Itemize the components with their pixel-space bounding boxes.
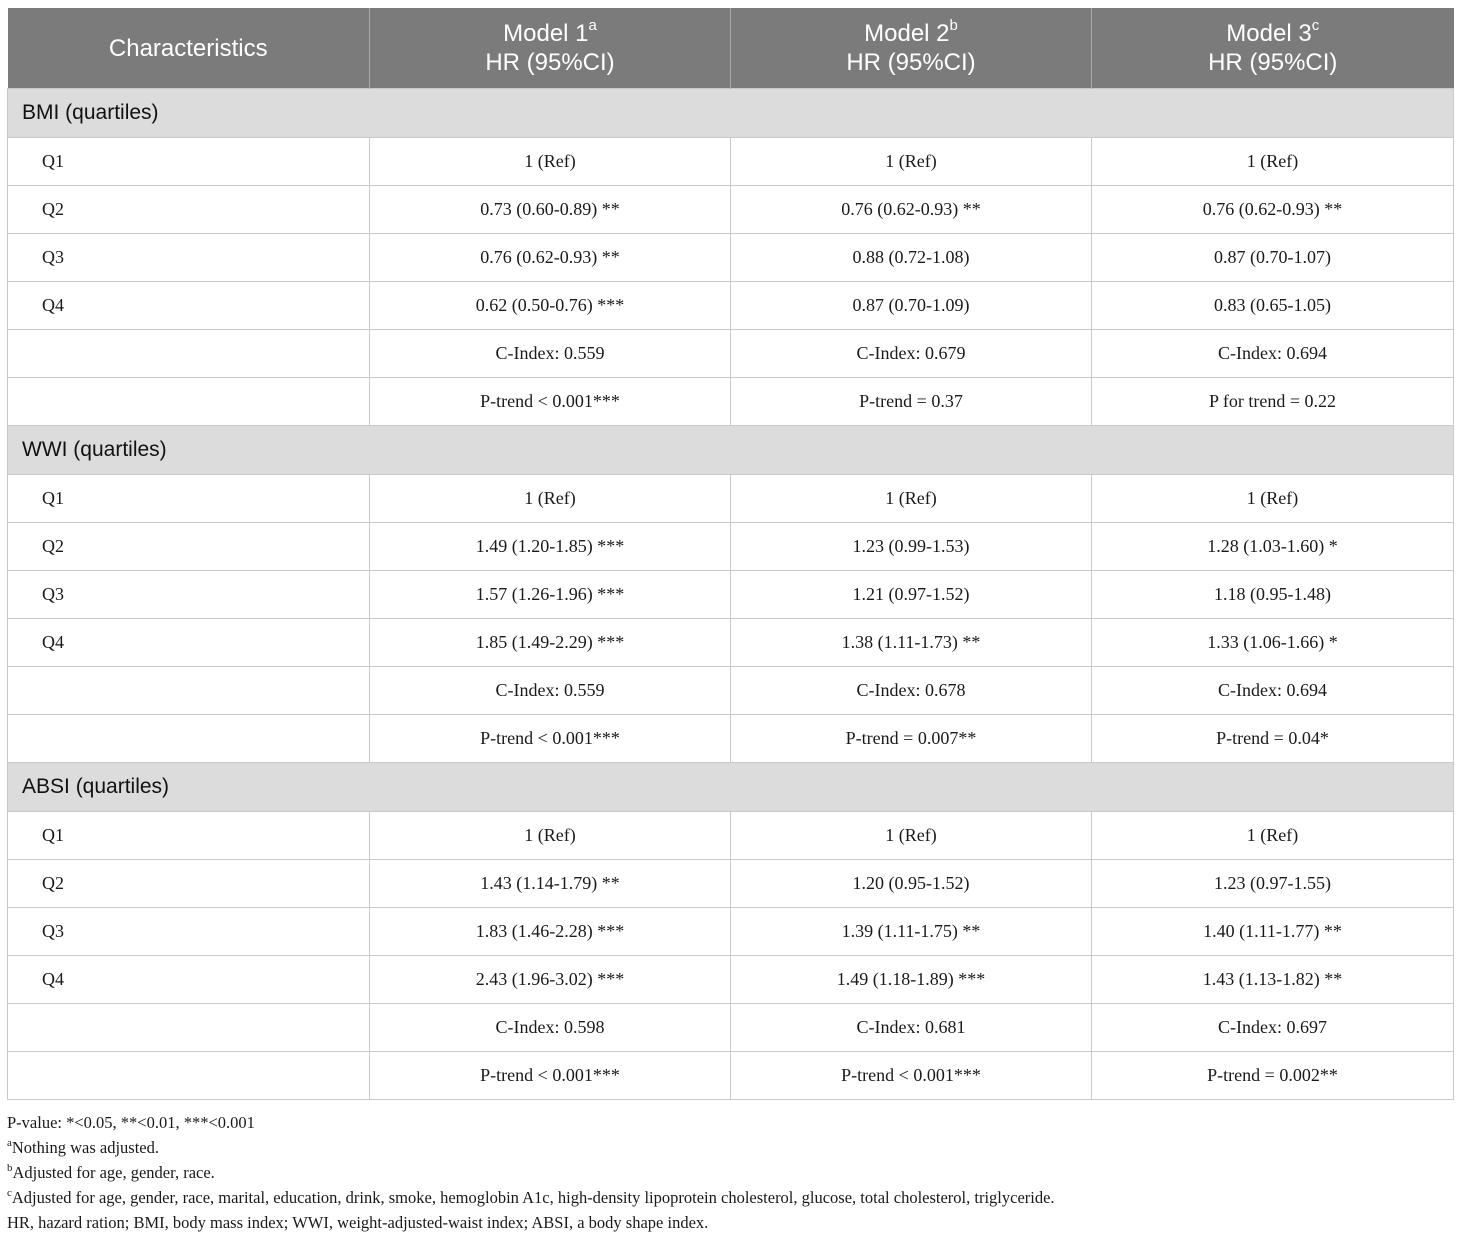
cell-model-2: 1.38 (1.11-1.73) ** bbox=[731, 619, 1092, 667]
cell-model-2: 1.49 (1.18-1.89) *** bbox=[731, 956, 1092, 1004]
table-row bbox=[8, 1052, 1454, 1100]
cell-model-2: C-Index: 0.678 bbox=[731, 667, 1092, 715]
cell-model-1: P-trend < 0.001*** bbox=[370, 378, 731, 426]
cell-model-1: 1 (Ref) bbox=[370, 138, 731, 186]
header-model-1-sup: a bbox=[588, 17, 597, 34]
row-label bbox=[8, 1052, 370, 1100]
header-model-2-name: Model 2 bbox=[864, 20, 950, 47]
table-row bbox=[8, 330, 1454, 378]
row-label: Q2 bbox=[8, 523, 370, 571]
table-row bbox=[8, 378, 1454, 426]
cell-model-2: 1.39 (1.11-1.75) ** bbox=[731, 908, 1092, 956]
row-label: Q2 bbox=[8, 186, 370, 234]
section-title: BMI (quartiles) bbox=[8, 89, 1454, 138]
cell-model-3: C-Index: 0.694 bbox=[1092, 330, 1454, 378]
row-label: Q2 bbox=[8, 860, 370, 908]
table-row bbox=[8, 860, 1454, 908]
header-model-1-name: Model 1 bbox=[503, 20, 589, 47]
cell-model-3: C-Index: 0.694 bbox=[1092, 667, 1454, 715]
row-label bbox=[8, 1004, 370, 1052]
row-label: Q3 bbox=[8, 571, 370, 619]
cell-model-2: 1 (Ref) bbox=[731, 475, 1092, 523]
footnote-b bbox=[7, 1160, 1453, 1185]
footnote-b-marker: b bbox=[7, 1161, 13, 1174]
table-row bbox=[8, 908, 1454, 956]
cell-model-1: 0.62 (0.50-0.76) *** bbox=[370, 282, 731, 330]
cell-model-2: P-trend = 0.37 bbox=[731, 378, 1092, 426]
footnote-c-marker: c bbox=[7, 1186, 12, 1199]
cell-model-3: C-Index: 0.697 bbox=[1092, 1004, 1454, 1052]
footnote-c bbox=[7, 1185, 1453, 1210]
cell-model-3: 1 (Ref) bbox=[1092, 475, 1454, 523]
footnote-c-text: Adjusted for age, gender, race, marital, education, drink, smoke, hemoglobin A1c, high-density lipoprotein cholesterol, glucose, total cholesterol, triglyceride. bbox=[11, 1188, 1055, 1207]
row-label bbox=[8, 715, 370, 763]
cell-model-1: 2.43 (1.96-3.02) *** bbox=[370, 956, 731, 1004]
header-model-3-name: Model 3 bbox=[1226, 20, 1312, 47]
cell-model-1: 1.85 (1.49-2.29) *** bbox=[370, 619, 731, 667]
cell-model-3: 1 (Ref) bbox=[1092, 812, 1454, 860]
cell-model-1: 1 (Ref) bbox=[370, 475, 731, 523]
cell-model-3: 1.33 (1.06-1.66) * bbox=[1092, 619, 1454, 667]
cell-model-1: 1.57 (1.26-1.96) *** bbox=[370, 571, 731, 619]
cell-model-2: C-Index: 0.679 bbox=[731, 330, 1092, 378]
cell-model-1: 1.49 (1.20-1.85) *** bbox=[370, 523, 731, 571]
row-label: Q1 bbox=[8, 812, 370, 860]
row-label: Q4 bbox=[8, 282, 370, 330]
cell-model-1: C-Index: 0.598 bbox=[370, 1004, 731, 1052]
row-label bbox=[8, 330, 370, 378]
cell-model-2: 0.88 (0.72-1.08) bbox=[731, 234, 1092, 282]
row-label: Q3 bbox=[8, 908, 370, 956]
cell-model-3: 0.87 (0.70-1.07) bbox=[1092, 234, 1454, 282]
footnote-a bbox=[7, 1135, 1453, 1160]
cell-model-2: 1.21 (0.97-1.52) bbox=[731, 571, 1092, 619]
section-header-row bbox=[8, 426, 1454, 475]
cell-model-1: P-trend < 0.001*** bbox=[370, 1052, 731, 1100]
cell-model-2: P-trend < 0.001*** bbox=[731, 1052, 1092, 1100]
row-label: Q3 bbox=[8, 234, 370, 282]
footnote-a-marker: a bbox=[7, 1136, 12, 1149]
footnote-abbreviations: HR, hazard ration; BMI, body mass index; WWI, weight-adjusted-waist index; ABSI, a body shape index. bbox=[7, 1213, 709, 1232]
header-model-2-title bbox=[731, 19, 1091, 48]
section-title: WWI (quartiles) bbox=[8, 426, 1454, 475]
cell-model-2: C-Index: 0.681 bbox=[731, 1004, 1092, 1052]
header-model-2-sub: HR (95%CI) bbox=[846, 49, 976, 76]
table-row bbox=[8, 812, 1454, 860]
table-row bbox=[8, 282, 1454, 330]
section-header-row bbox=[8, 89, 1454, 138]
row-label: Q4 bbox=[8, 956, 370, 1004]
row-label bbox=[8, 378, 370, 426]
cell-model-3: P-trend = 0.002** bbox=[1092, 1052, 1454, 1100]
cell-model-1: 1.83 (1.46-2.28) *** bbox=[370, 908, 731, 956]
cell-model-1: 1.43 (1.14-1.79) ** bbox=[370, 860, 731, 908]
row-label bbox=[8, 667, 370, 715]
cell-model-2: P-trend = 0.007** bbox=[731, 715, 1092, 763]
table-body bbox=[8, 89, 1454, 1100]
cell-model-3: 1.18 (0.95-1.48) bbox=[1092, 571, 1454, 619]
hazard-ratio-table bbox=[7, 8, 1454, 1100]
cell-model-3: 1.43 (1.13-1.82) ** bbox=[1092, 956, 1454, 1004]
cell-model-3: 1.40 (1.11-1.77) ** bbox=[1092, 908, 1454, 956]
header-model-3-sup: c bbox=[1311, 17, 1320, 34]
section-title: ABSI (quartiles) bbox=[8, 763, 1454, 812]
cell-model-3: 1 (Ref) bbox=[1092, 138, 1454, 186]
cell-model-3: 0.76 (0.62-0.93) ** bbox=[1092, 186, 1454, 234]
table-row bbox=[8, 138, 1454, 186]
cell-model-3: P for trend = 0.22 bbox=[1092, 378, 1454, 426]
cell-model-3: 0.83 (0.65-1.05) bbox=[1092, 282, 1454, 330]
table-row bbox=[8, 571, 1454, 619]
table-row bbox=[8, 667, 1454, 715]
cell-model-1: 0.76 (0.62-0.93) ** bbox=[370, 234, 731, 282]
header-model-3 bbox=[1092, 8, 1454, 89]
table-row bbox=[8, 956, 1454, 1004]
section-header-row bbox=[8, 763, 1454, 812]
header-characteristics-label: Characteristics bbox=[108, 34, 268, 62]
cell-model-3: 1.28 (1.03-1.60) * bbox=[1092, 523, 1454, 571]
cell-model-3: 1.23 (0.97-1.55) bbox=[1092, 860, 1454, 908]
footnote-b-text: Adjusted for age, gender, race. bbox=[12, 1163, 215, 1182]
header-model-2 bbox=[731, 8, 1092, 89]
table-row bbox=[8, 619, 1454, 667]
row-label: Q4 bbox=[8, 619, 370, 667]
cell-model-1: C-Index: 0.559 bbox=[370, 330, 731, 378]
cell-model-2: 1 (Ref) bbox=[731, 812, 1092, 860]
header-model-3-sub: HR (95%CI) bbox=[1208, 49, 1338, 76]
header-model-1-title bbox=[370, 19, 730, 48]
cell-model-2: 1.20 (0.95-1.52) bbox=[731, 860, 1092, 908]
row-label: Q1 bbox=[8, 475, 370, 523]
table-row bbox=[8, 186, 1454, 234]
table-row bbox=[8, 715, 1454, 763]
header-characteristics bbox=[8, 8, 370, 89]
cell-model-1: C-Index: 0.559 bbox=[370, 667, 731, 715]
header-model-1-sub: HR (95%CI) bbox=[485, 49, 615, 76]
cell-model-1: 1 (Ref) bbox=[370, 812, 731, 860]
footnote-pvalue: P-value: *<0.05, **<0.01, ***<0.001 bbox=[7, 1113, 255, 1132]
cell-model-2: 0.76 (0.62-0.93) ** bbox=[731, 186, 1092, 234]
table-row bbox=[8, 1004, 1454, 1052]
footnote-a-text: Nothing was adjusted. bbox=[11, 1138, 159, 1157]
table-footnotes bbox=[7, 1110, 1453, 1235]
header-row bbox=[8, 8, 1454, 89]
table-row bbox=[8, 234, 1454, 282]
cell-model-3: P-trend = 0.04* bbox=[1092, 715, 1454, 763]
table-container bbox=[7, 8, 1453, 1235]
table-row bbox=[8, 475, 1454, 523]
header-model-1 bbox=[370, 8, 731, 89]
table-row bbox=[8, 523, 1454, 571]
header-model-3-title bbox=[1092, 19, 1454, 48]
cell-model-1: P-trend < 0.001*** bbox=[370, 715, 731, 763]
cell-model-1: 0.73 (0.60-0.89) ** bbox=[370, 186, 731, 234]
cell-model-2: 0.87 (0.70-1.09) bbox=[731, 282, 1092, 330]
row-label: Q1 bbox=[8, 138, 370, 186]
header-model-2-sup: b bbox=[949, 17, 958, 34]
cell-model-2: 1 (Ref) bbox=[731, 138, 1092, 186]
cell-model-2: 1.23 (0.99-1.53) bbox=[731, 523, 1092, 571]
